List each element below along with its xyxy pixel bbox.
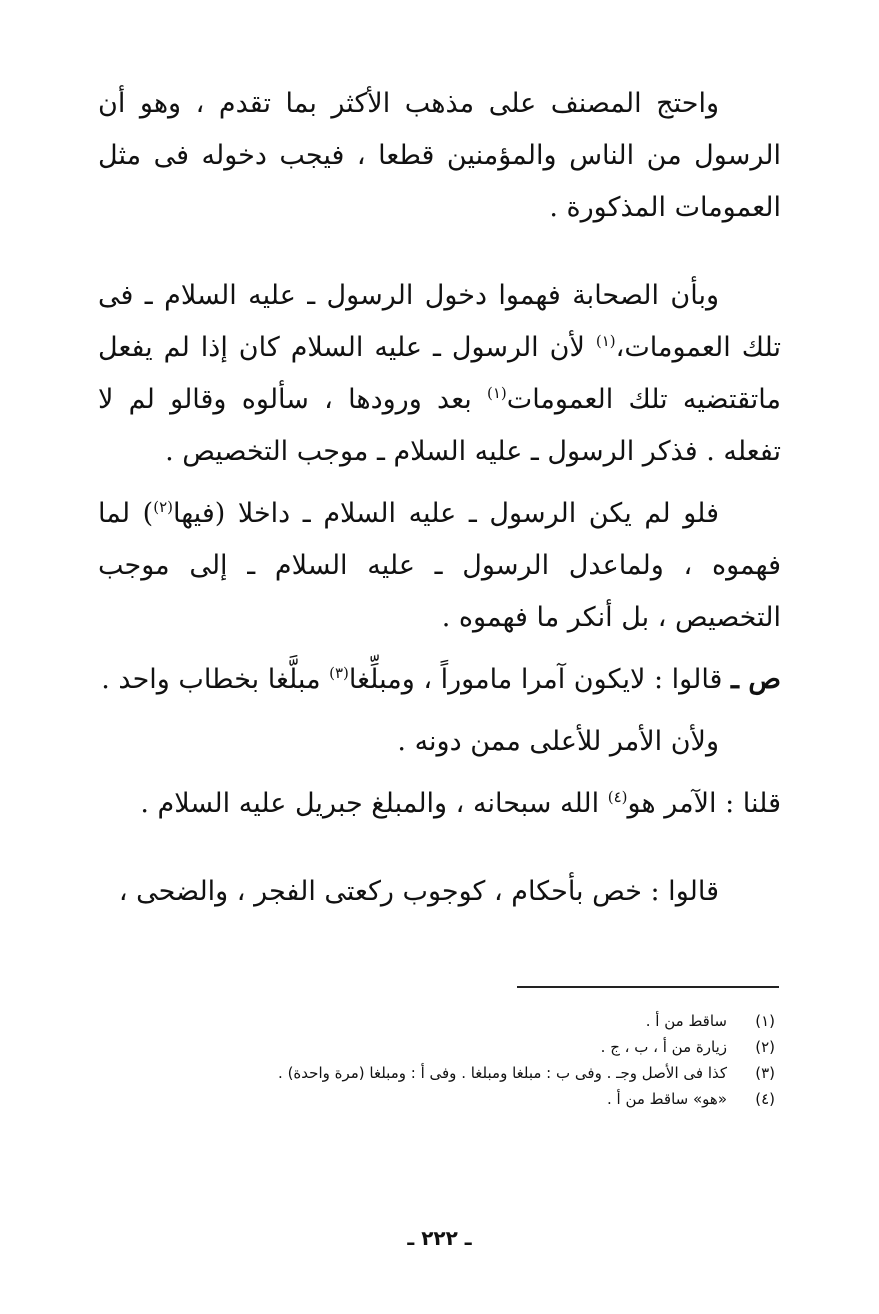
paragraph-text: فلو لم يكن الرسول ـ عليه السلام ـ داخلا (فيها: [173, 498, 719, 529]
paragraph-text: ولأن الأمر للأعلى ممن دونه .: [397, 726, 719, 757]
paragraph-text: قالوا : خص بأحكام ، كوجوب ركعتى الفجر ، والضحى ،: [118, 876, 719, 907]
footnote-ref: (٤): [607, 788, 628, 806]
footnote-ref: (٣): [329, 664, 349, 682]
paragraph-text: مبلَّغا بخطاب واحد .: [101, 664, 330, 695]
footnote-item: [96, 1090, 775, 1116]
footnotes: [96, 1012, 775, 1116]
paragraph-text: قالوا : لايكون آمرا ماموراً ، ومبلِّغا: [348, 664, 732, 695]
paragraph-1: [98, 78, 781, 234]
section-marker: ص ـ: [731, 664, 781, 695]
page-number: ـ ٢٢٢ ـ: [407, 1226, 472, 1250]
footnote-number: (٢): [755, 1038, 775, 1056]
paragraph-2: [98, 270, 781, 478]
footnote-separator: [517, 986, 779, 988]
footnote-number: (٣): [755, 1064, 775, 1082]
main-text: [98, 78, 781, 926]
footnote-ref: (١): [487, 384, 507, 402]
paragraph-4: [98, 654, 781, 706]
paragraph-text: بعد ورودها ، سألوه وقالو لم لا تفعله . فذكر الرسول ـ عليه السلام ـ موجب التخصيص .: [98, 384, 781, 467]
footnote-text: زيارة من أ ، ب ، ج .: [600, 1038, 727, 1056]
paragraph-text: واحتج المصنف على مذهب الأكثر بما تقدم ، وهو أن الرسول من الناس والمؤمنين قطعا ، فيجب دخوله فى مثل العمومات المذكورة .: [98, 88, 781, 223]
paragraph-3: [98, 488, 781, 644]
footnote-number: (٤): [755, 1090, 775, 1108]
paragraph-7: [98, 866, 781, 918]
footnote-item: [96, 1038, 775, 1064]
footnote-text: «هو» ساقط من أ .: [606, 1090, 727, 1108]
footnote-text: ساقط من أ .: [645, 1012, 727, 1030]
paragraph-5: [98, 716, 781, 768]
paragraph-6: [98, 778, 781, 830]
paragraph-text: لأن الرسول ـ عليه السلام كان إذا لم يفعل ماتقتضيه تلك العمومات: [98, 332, 781, 415]
footnote-text: كذا فى الأصل وجـ . وفى ب : مبلغا ومبلغا . وفى أ : ومبلغا (مرة واحدة) .: [278, 1064, 727, 1082]
footnote-number: (١): [755, 1012, 775, 1030]
paragraph-text: وبأن الصحابة فهموا دخول الرسول ـ عليه السلام ـ فى تلك العمومات،: [98, 280, 781, 363]
paragraph-text: الله سبحانه ، والمبلغ جبريل عليه السلام .: [140, 788, 608, 819]
paragraph-text: ) لما فهموه ، ولماعدل الرسول ـ عليه السلام ـ إلى موجب التخصيص ، بل أنكر ما فهموه .: [98, 498, 781, 633]
footnote-ref: (١): [595, 332, 616, 350]
footnote-ref: (٢): [153, 498, 173, 516]
footnote-item: [96, 1064, 775, 1090]
paragraph-text: قلنا : الآمر هو: [627, 788, 781, 819]
footnote-item: [96, 1012, 775, 1038]
